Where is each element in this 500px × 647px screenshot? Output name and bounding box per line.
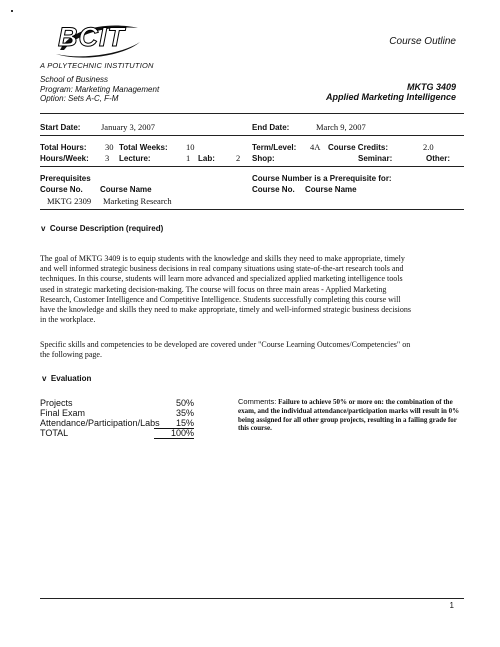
bcit-logo-text: BCIT <box>58 22 125 52</box>
eval-label-attendance: Attendance/Participation/Labs <box>40 418 160 428</box>
course-no-label: Course No. <box>40 185 83 194</box>
text-line: techniques. In this course, students will learn more advanced and specialized applied marketing intelligence tools <box>40 274 403 284</box>
program-line: Program: Marketing Management <box>40 84 160 94</box>
end-date-label: End Date: <box>252 123 290 132</box>
seminar-label: Seminar: <box>358 154 393 163</box>
other-label: Other: <box>426 154 450 163</box>
divider <box>40 113 464 114</box>
evaluation-heading <box>42 374 91 383</box>
course-credits-label: Course Credits: <box>328 143 389 152</box>
course-description-heading <box>41 224 163 233</box>
divider <box>40 135 464 136</box>
course-title: Applied Marketing Intelligence <box>325 92 456 102</box>
bullet-icon: v <box>42 374 47 383</box>
total-hours-value: 30 <box>105 142 114 152</box>
hours-week-value: 3 <box>105 153 110 163</box>
eval-label-final-exam: Final Exam <box>40 408 86 418</box>
start-date-value: January 3, 2007 <box>101 122 156 132</box>
prerequisites-heading: Prerequisites <box>40 174 91 183</box>
text-line: Research, Customer Intelligence and Competitive Intelligence. Students successfully completing this course will <box>40 294 401 304</box>
eval-label-projects: Projects <box>40 398 73 408</box>
comment-body: Failure to achieve 50% or more on: the combination of the exam, and the individual attendance/participation marks will result in 0% being assigned for all other group projects, resulting in a failing grade for this course. <box>238 398 460 433</box>
lecture-value: 1 <box>186 153 191 163</box>
evaluation-comment <box>238 398 460 433</box>
eval-pct-total: 100% <box>154 428 194 439</box>
course-credits-value: 2.0 <box>423 142 434 152</box>
page-number: 1 <box>449 601 454 610</box>
text-line: have the knowledge and skills they need to make appropriate, timely and well-informed strategic business decisions <box>40 305 412 315</box>
eval-pct-projects: 50% <box>175 398 194 408</box>
course-name-label-right: Course Name <box>305 185 357 194</box>
text-line: the following page. <box>40 350 102 360</box>
text-line: Specific skills and competencies to be developed are covered under "Course Learning Outcomes/Competencies" on <box>40 340 411 349</box>
text-line: and well informed strategic business decisions in real company situations using state-of-the-art research tools and <box>40 264 404 274</box>
document-type: Course Outline <box>389 36 456 47</box>
shop-label: Shop: <box>252 154 275 163</box>
course-code: MKTG 3409 <box>406 82 456 92</box>
lab-value: 2 <box>236 153 241 163</box>
description-paragraph <box>40 254 460 325</box>
school-info <box>40 75 159 104</box>
comment-lead: Comments: <box>238 397 277 406</box>
text-line: in the workplace. <box>40 315 96 325</box>
hours-week-label: Hours/Week: <box>40 154 89 163</box>
bullet-icon: v <box>41 224 46 233</box>
institution-tagline: A POLYTECHNIC INSTITUTION <box>40 61 154 70</box>
evaluation-title: Evaluation <box>50 374 92 383</box>
term-level-value: 4A <box>310 142 321 152</box>
course-no-label-right: Course No. <box>252 185 295 194</box>
course-description-title: Course Description (required) <box>49 224 164 233</box>
scan-speck <box>11 10 13 12</box>
school-line: School of Business <box>40 75 109 84</box>
total-weeks-label: Total Weeks: <box>119 143 168 152</box>
competencies-paragraph <box>40 340 460 360</box>
course-name-label: Course Name <box>100 185 152 194</box>
option-line: Option: Sets A-C, F-M <box>40 94 119 103</box>
total-hours-label: Total Hours: <box>40 143 87 152</box>
divider <box>40 166 464 167</box>
text-line: The goal of MKTG 3409 is to equip students with the knowledge and skills they need to make appropriate, timely <box>40 254 405 263</box>
eval-label-total: TOTAL <box>40 428 69 438</box>
divider <box>40 209 464 210</box>
text-line: used in strategic marketing decision-making. The course will focus on three main areas - Applied Marketing <box>40 284 387 294</box>
footer-divider <box>40 598 464 599</box>
total-weeks-value: 10 <box>186 142 195 152</box>
term-level-label: Term/Level: <box>252 143 297 152</box>
lecture-label: Lecture: <box>119 154 151 163</box>
prereq-course-no: MKTG 2309 <box>47 196 92 206</box>
eval-pct-attendance: 15% <box>154 418 194 429</box>
eval-pct-final-exam: 35% <box>175 408 194 418</box>
prerequisite-for-heading: Course Number is a Prerequisite for: <box>252 174 392 183</box>
start-date-label: Start Date: <box>40 123 81 132</box>
lab-label: Lab: <box>198 154 215 163</box>
end-date-value: March 9, 2007 <box>316 122 366 132</box>
prereq-course-name: Marketing Research <box>103 196 172 206</box>
